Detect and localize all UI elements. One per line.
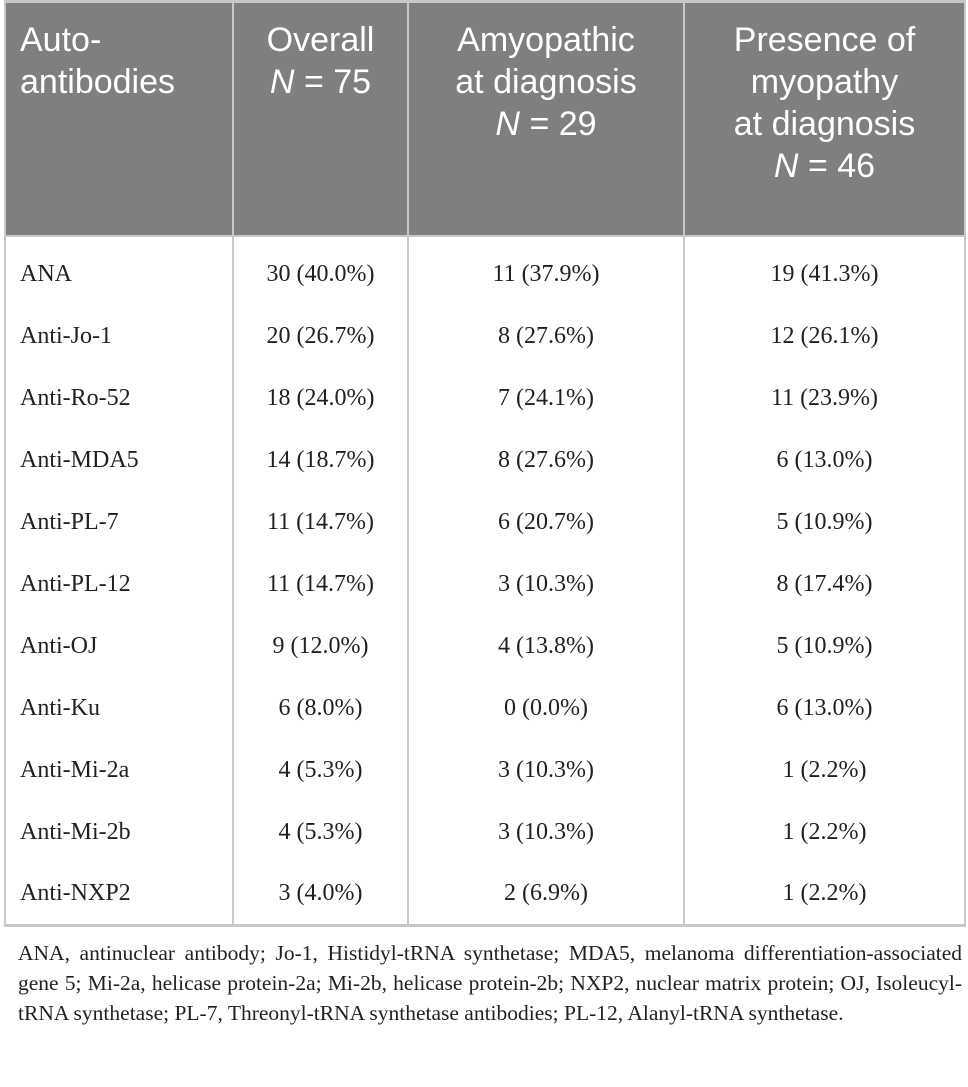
table-row <box>5 236 965 306</box>
cell-antibody-name: ANA <box>5 236 233 306</box>
table-row <box>5 368 965 430</box>
cell-overall: 4 (5.3%) <box>233 802 408 864</box>
cell-amyopathic: 2 (6.9%) <box>408 864 684 926</box>
n-symbol: N <box>269 63 295 101</box>
header-line: myopathy <box>750 63 899 101</box>
cell-myopathy: 19 (41.3%) <box>684 236 965 306</box>
header-n-value: = 46 <box>807 147 876 185</box>
header-autoantibodies <box>5 2 233 236</box>
cell-overall: 20 (26.7%) <box>233 306 408 368</box>
cell-myopathy: 8 (17.4%) <box>684 554 965 616</box>
cell-antibody-name: Anti-Ro-52 <box>5 368 233 430</box>
cell-myopathy: 1 (2.2%) <box>684 864 965 926</box>
table-row <box>5 678 965 740</box>
cell-myopathy: 12 (26.1%) <box>684 306 965 368</box>
header-line: Auto- <box>20 21 102 59</box>
cell-amyopathic: 4 (13.8%) <box>408 616 684 678</box>
table-row <box>5 554 965 616</box>
cell-amyopathic: 3 (10.3%) <box>408 802 684 864</box>
n-symbol: N <box>495 105 520 143</box>
table-footnote: ANA, antinuclear antibody; Jo-1, Histidyl-tRNA synthetase; MDA5, melanoma differentiation-associated gene 5; Mi-2a, helicase protein-2a; Mi-2b, helicase protein-2b; NXP2, nuclear matrix protein; OJ, Isoleucyl-tRNA synthetase; PL-7, Threonyl-tRNA synthetase antibodies; PL-12, Alanyl-tRNA synthetase. <box>18 941 962 1025</box>
cell-overall: 18 (24.0%) <box>233 368 408 430</box>
cell-overall: 14 (18.7%) <box>233 430 408 492</box>
table-row <box>5 616 965 678</box>
header-myopathy <box>684 2 965 236</box>
cell-overall: 11 (14.7%) <box>233 492 408 554</box>
cell-overall: 30 (40.0%) <box>233 236 408 306</box>
cell-amyopathic: 3 (10.3%) <box>408 740 684 802</box>
cell-antibody-name: Anti-Mi-2b <box>5 802 233 864</box>
cell-overall: 4 (5.3%) <box>233 740 408 802</box>
cell-overall: 6 (8.0%) <box>233 678 408 740</box>
cell-antibody-name: Anti-PL-7 <box>5 492 233 554</box>
table-body <box>5 236 965 926</box>
header-n-line <box>699 145 950 187</box>
cell-antibody-name: Anti-NXP2 <box>5 864 233 926</box>
cell-myopathy: 11 (23.9%) <box>684 368 965 430</box>
header-n-value: = 75 <box>303 63 372 101</box>
n-symbol: N <box>773 147 799 185</box>
header-line: at diagnosis <box>455 63 637 101</box>
cell-antibody-name: Anti-Ku <box>5 678 233 740</box>
autoantibody-table-container <box>4 0 964 927</box>
cell-myopathy: 5 (10.9%) <box>684 616 965 678</box>
cell-amyopathic: 6 (20.7%) <box>408 492 684 554</box>
cell-myopathy: 6 (13.0%) <box>684 678 965 740</box>
table-row <box>5 864 965 926</box>
cell-amyopathic: 0 (0.0%) <box>408 678 684 740</box>
table-header <box>5 2 965 236</box>
cell-myopathy: 5 (10.9%) <box>684 492 965 554</box>
header-line: Amyopathic <box>457 21 635 59</box>
header-n-line <box>248 61 393 103</box>
cell-antibody-name: Anti-PL-12 <box>5 554 233 616</box>
table-row <box>5 492 965 554</box>
cell-amyopathic: 7 (24.1%) <box>408 368 684 430</box>
header-line: at diagnosis <box>733 105 916 143</box>
header-n-value: = 29 <box>529 105 597 143</box>
cell-overall: 11 (14.7%) <box>233 554 408 616</box>
header-overall <box>233 2 408 236</box>
header-amyopathic <box>408 2 684 236</box>
table-row <box>5 740 965 802</box>
cell-amyopathic: 8 (27.6%) <box>408 430 684 492</box>
header-n-line <box>423 103 669 145</box>
cell-amyopathic: 3 (10.3%) <box>408 554 684 616</box>
cell-amyopathic: 11 (37.9%) <box>408 236 684 306</box>
header-line: antibodies <box>20 63 176 101</box>
cell-antibody-name: Anti-OJ <box>5 616 233 678</box>
cell-overall: 3 (4.0%) <box>233 864 408 926</box>
table-row <box>5 306 965 368</box>
cell-antibody-name: Anti-Jo-1 <box>5 306 233 368</box>
header-line: Presence of <box>733 21 916 59</box>
header-line: Overall <box>266 21 375 59</box>
cell-antibody-name: Anti-MDA5 <box>5 430 233 492</box>
autoantibody-table <box>4 0 966 927</box>
cell-amyopathic: 8 (27.6%) <box>408 306 684 368</box>
header-row <box>5 2 965 236</box>
cell-antibody-name: Anti-Mi-2a <box>5 740 233 802</box>
table-row <box>5 802 965 864</box>
cell-overall: 9 (12.0%) <box>233 616 408 678</box>
cell-myopathy: 1 (2.2%) <box>684 802 965 864</box>
cell-myopathy: 1 (2.2%) <box>684 740 965 802</box>
cell-myopathy: 6 (13.0%) <box>684 430 965 492</box>
table-row <box>5 430 965 492</box>
